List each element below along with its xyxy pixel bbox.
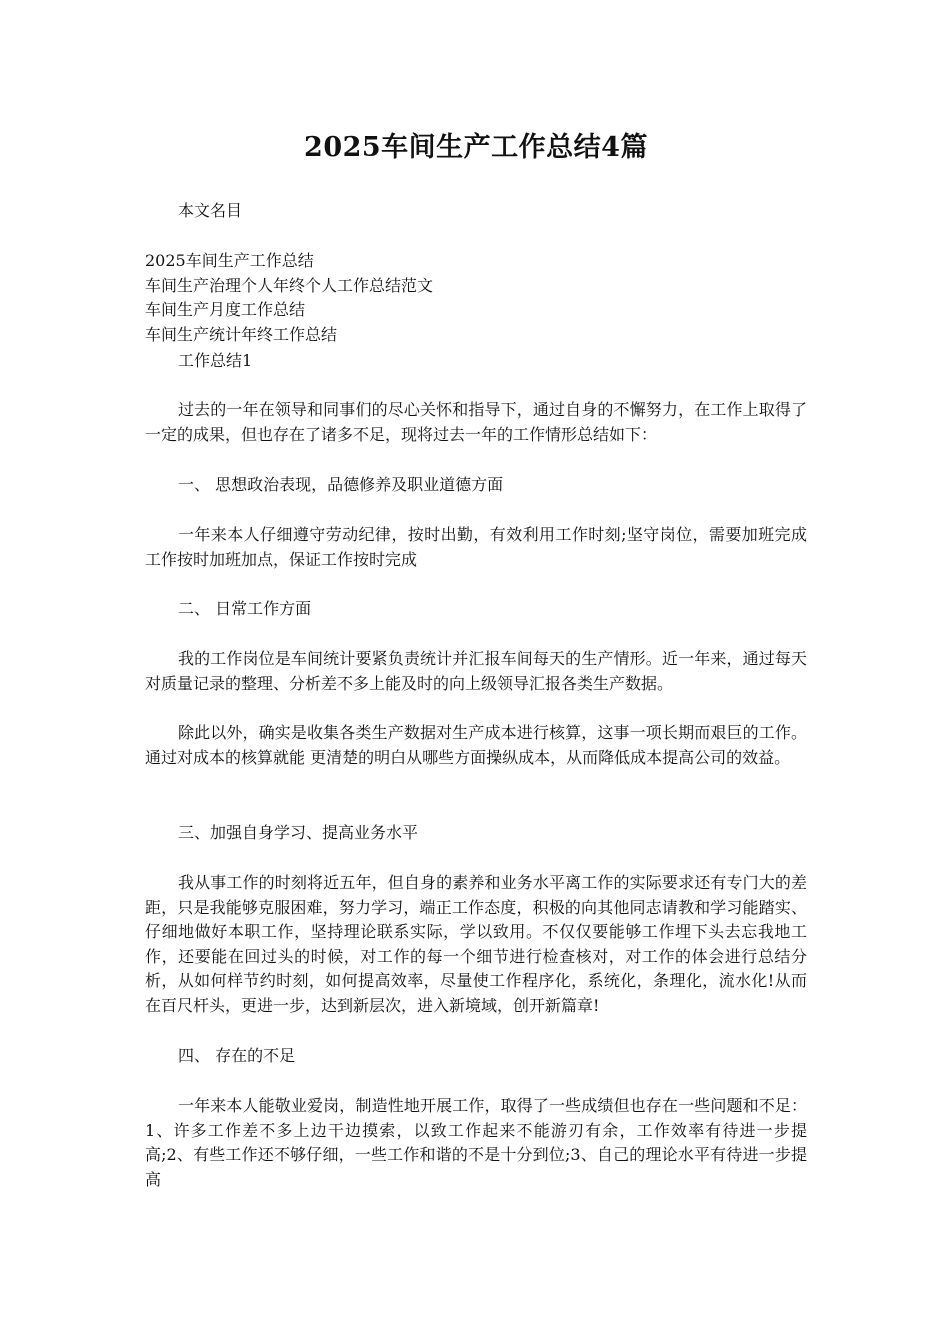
toc-heading: 本文名目 <box>178 201 243 220</box>
body-paragraph: 一年来本人仔细遵守劳动纪律，按时出勤，有效利用工作时刻;坚守岗位，需要加班完成工作按时加班加点，保证工作按时完成 <box>145 525 807 569</box>
intro-paragraph: 过去的一年在领导和同事们的尽心关怀和指导下，通过自身的不懈努力，在工作上取得了一定的成果，但也存在了诸多不足，现将过去一年的工作情形总结如下： <box>145 400 807 444</box>
section-heading: 二、 日常工作方面 <box>178 599 312 618</box>
section-heading: 四、 存在的不足 <box>178 1046 296 1065</box>
body-paragraph: 一年来本人能敬业爱岗，制造性地开展工作，取得了一些成绩但也存在一些问题和不足：1、许多工作差不多上边干边摸索，以致工作起来不能游刃有余，工作效率有待进一步提高;2、有些工作还不够仔细，一些工作和谐的不是十分到位;3、自己的理论水平有待进一步提高 <box>145 1096 807 1189</box>
section-heading: 三、加强自身学习、提高业务水平 <box>178 823 419 842</box>
body-paragraph: 除此以外，确实是收集各类生产数据对生产成本进行核算，这事一项长期而艰巨的工作。通过对成本的核算就能 更清楚的明白从哪些方面操纵成本，从而降低成本提高公司的效益。 <box>145 723 807 767</box>
section-heading: 一、 思想政治表现，品德修养及职业道德方面 <box>178 475 504 494</box>
body-paragraph: 我从事工作的时刻将近五年，但自身的素养和业务水平离工作的实际要求还有专门大的差距，只是我能够克服困难，努力学习，端正工作态度，积极的向其他同志请教和学习能踏实、仔细地做好本职工作，坚持理论联系实际，学以致用。不仅仅要能够工作埋下头去忘我地工作，还要能在回过头的时候，对工作的每一个细节进行检查核对，对工作的体会进行总结分析，从如何样节约时刻，如何提高效率，尽量使工作程序化，系统化，条理化，流水化!从而在百尺杆头，更进一步，达到新层次，进入新境域，创开新篇章! <box>145 873 807 1015</box>
document-title: 2025车间生产工作总结4篇 <box>304 132 648 163</box>
toc-item: 车间生产月度工作总结 <box>145 300 306 320</box>
body-paragraph: 我的工作岗位是车间统计要紧负责统计并汇报车间每天的生产情形。近一年来，通过每天对质量记录的整理、分析差不多上能及时的向上级领导汇报各类生产数据。 <box>145 649 807 693</box>
toc-item: 车间生产治理个人年终个人工作总结范文 <box>145 275 434 295</box>
toc-item: 2025车间生产工作总结 <box>145 251 314 270</box>
toc-list <box>145 249 807 347</box>
section-label: 工作总结1 <box>178 351 253 370</box>
toc-item: 车间生产统计年终工作总结 <box>145 324 338 344</box>
